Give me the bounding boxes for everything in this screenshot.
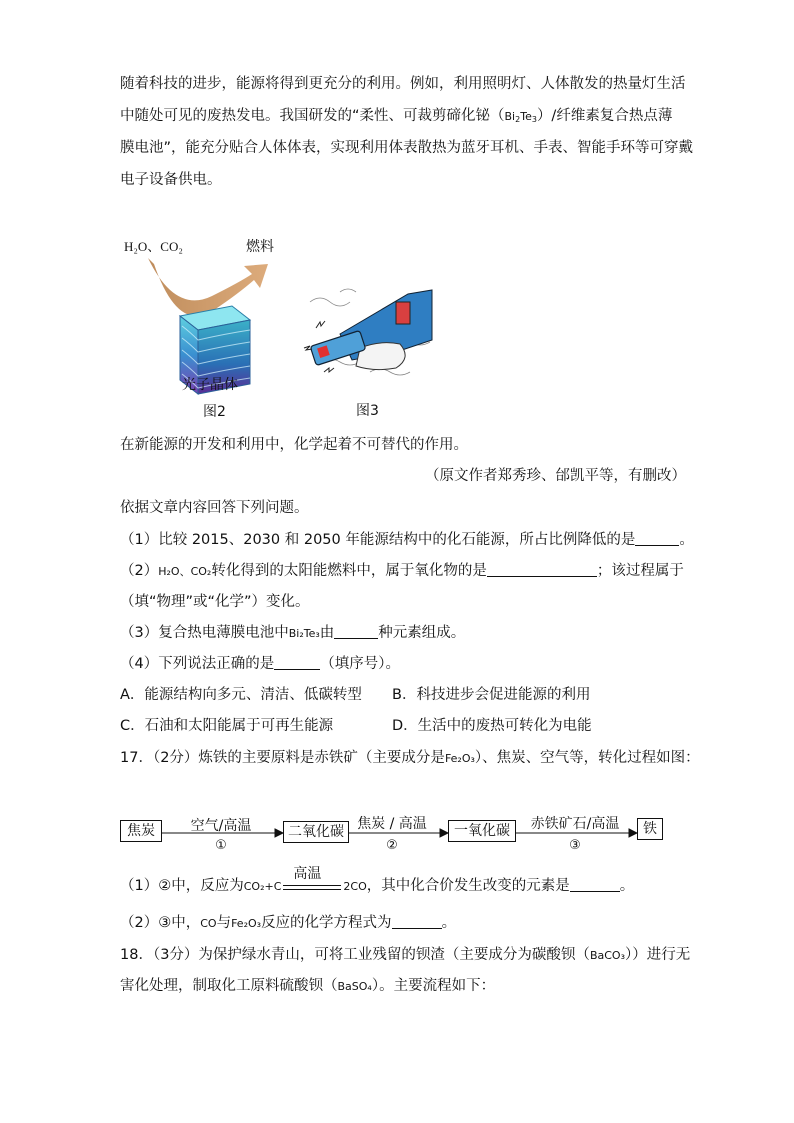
intro-line-2 <box>120 106 672 130</box>
question-17-1-end: 。 <box>619 878 635 894</box>
question-17-1-text-a: （1）②中，反应为 <box>120 878 244 894</box>
question-17-1-lhs: CO₂+C <box>243 880 282 893</box>
question-18-text-a: 18．（3分）为保护绿水青山，可将工业残留的钡渣（主要成分为碳酸钡（ <box>120 947 590 963</box>
arrow-head-icon <box>275 829 283 837</box>
question-3-text-a: （3）复合热电薄膜电池中 <box>120 625 289 641</box>
question-2-prefix: （2） <box>120 563 159 579</box>
question-17-formula: Fe₂O₃ <box>444 752 475 765</box>
figure-2-caption: 图2 <box>203 404 226 420</box>
flow-arrows <box>0 815 794 855</box>
flow-step-3: ③ <box>569 838 581 853</box>
question-17-1-rhs: 2CO <box>343 880 367 893</box>
question-2-text-b: ；该过程属于 <box>596 563 684 579</box>
watch-icon <box>396 302 410 324</box>
question-4-text-a: （4）下列说法正确的是 <box>120 656 275 672</box>
flow-step-1: ① <box>215 838 227 853</box>
arrow-head-icon <box>629 829 637 837</box>
question-17-2-text-b: 与 <box>216 915 232 931</box>
question-17-1 <box>120 866 635 897</box>
option-c[interactable]: C．石油和太阳能属于可再生能源 <box>120 718 334 734</box>
question-4-text-b: （填序号）。 <box>320 656 400 672</box>
question-2-text-a: 转化得到的太阳能燃料中，属于氧化物的是 <box>211 563 487 579</box>
question-18-formula-1: BaCO₃ <box>589 949 625 962</box>
intro-line-4: 电子设备供电。 <box>120 172 222 188</box>
answer-blank[interactable] <box>487 562 597 577</box>
question-17-text-a: 17．（2分）炼铁的主要原料是赤铁矿（主要成分是 <box>120 750 445 766</box>
figure-2-crystal-label: 光子晶体 <box>182 377 238 393</box>
reaction-condition <box>283 866 341 896</box>
question-18-text-c: 害化处理，制取化工原料硫酸钡（ <box>120 978 338 994</box>
formula-bi: Bi <box>504 110 516 123</box>
question-17-text-b: ）、焦炭、空气等，转化过程如图： <box>474 750 700 766</box>
figure-3-caption: 图3 <box>356 403 379 419</box>
option-b[interactable]: B．科技进步会促进能源的利用 <box>392 687 591 703</box>
question-1 <box>120 530 694 550</box>
flow-node-co: 一氧化碳 <box>448 820 516 842</box>
answer-blank[interactable] <box>274 655 320 670</box>
formula-sub-3: 3 <box>531 115 537 124</box>
intro-line-3: 膜电池”，能充分贴合人体体表，实现利用体表散热为蓝牙耳机、手表、智能手环等可穿戴 <box>120 140 694 156</box>
flow-arrow-1-label: 空气/高温 <box>190 818 252 834</box>
intro-line-1: 随着科技的进步，能源将得到更充分的利用。例如，利用照明灯、人体散发的热量灯生活 <box>120 76 686 92</box>
flow-arrow-2-label: 焦炭 / 高温 <box>357 816 427 832</box>
question-17-2-text-a: （2）③中， <box>120 915 201 931</box>
figure-2 <box>120 228 290 428</box>
question-3-formula: Bi₂Te₃ <box>288 627 320 640</box>
answer-blank[interactable] <box>334 624 378 639</box>
question-18-text-d: ）。主要流程如下： <box>371 978 496 994</box>
answer-blank[interactable] <box>635 531 679 546</box>
source-attribution: （原文作者郑秀珍、邰凯平等，有删改） <box>425 468 686 484</box>
formula-sub-2: 2 <box>515 115 521 124</box>
question-3 <box>120 623 465 644</box>
reaction-condition-label: 高温 <box>293 866 322 882</box>
figure-3 <box>300 282 435 430</box>
question-17-1-text-b: ，其中化合价发生改变的元素是 <box>366 878 570 894</box>
flow-step-2: ② <box>386 838 398 853</box>
question-17-2-text-c: 反应的化学方程式为 <box>261 915 392 931</box>
answer-blank[interactable] <box>392 914 442 929</box>
question-4 <box>120 654 400 674</box>
option-a[interactable]: A．能源结构向多元、清洁、低碳转型 <box>120 687 362 703</box>
figure-2-input-label: H₂O、CO₂ <box>124 239 183 254</box>
double-bond-icon <box>283 885 341 890</box>
closing-text: 在新能源的开发和利用中，化学起着不可替代的作用。 <box>120 437 468 453</box>
question-18-line-1 <box>120 945 690 966</box>
arrow-head-icon <box>440 829 448 837</box>
flow-node-coke: 焦炭 <box>120 820 162 842</box>
question-3-text-b: 由 <box>319 625 335 641</box>
flow-node-iron: 铁 <box>637 818 663 840</box>
flow-arrow-3-label: 赤铁矿石/高温 <box>530 816 620 832</box>
question-17-2-formula: Fe₂O₃ <box>231 917 262 930</box>
question-18-text-b: ））进行无 <box>624 947 691 963</box>
question-17-2 <box>120 913 456 934</box>
question-1-text: （1）比较 2015、2030 和 2050 年能源结构中的化石能源，所占比例降低的是 <box>120 532 636 548</box>
question-prompt: 依据文章内容回答下列问题。 <box>120 500 309 516</box>
question-17 <box>120 748 700 769</box>
curved-arrow-icon <box>148 258 268 316</box>
flow-node-co2: 二氧化碳 <box>283 821 349 843</box>
intro-line-2-a: 中随处可见的废热发电。我国研发的“柔性、可裁剪碲化铋（ <box>120 108 505 124</box>
question-17-2-end: 。 <box>441 915 457 931</box>
question-3-text-c: 种元素组成。 <box>378 625 466 641</box>
figure-2-output-label: 燃料 <box>246 239 274 255</box>
question-2-formula: H₂O、CO₂ <box>158 565 212 578</box>
intro-line-2-b: ）/纤维素复合热点薄 <box>536 108 673 124</box>
question-18-formula-2: BaSO₄ <box>337 980 372 993</box>
question-1-end: 。 <box>679 532 694 548</box>
question-2 <box>120 561 684 582</box>
question-17-2-co: CO <box>200 917 217 930</box>
figure-3-illustration <box>300 282 435 382</box>
answer-blank[interactable] <box>570 877 620 892</box>
question-18-line-2 <box>120 976 495 997</box>
question-2-line-2: （填“物理”或“化学”）变化。 <box>120 594 310 610</box>
option-d[interactable]: D．生活中的废热可转化为电能 <box>392 718 592 734</box>
formula-te: Te <box>520 110 532 123</box>
